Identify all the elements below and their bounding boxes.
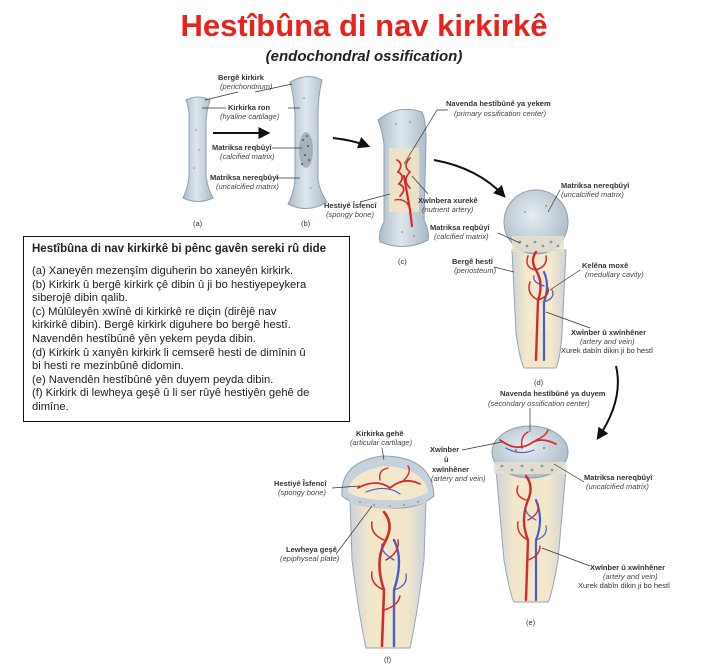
- panel-e-tag: (e): [526, 618, 536, 627]
- label-articular-cartilage: [350, 429, 413, 460]
- panel-d-bone: [504, 190, 568, 368]
- label-artery-vein-e: [542, 548, 671, 590]
- description-line: Navendên hestîbûnê yên yekem peyda dibin.: [32, 332, 256, 345]
- description-line: (d) Kirkirk û xanyên kirkirk li cemserê hesti de dimînin û: [32, 346, 306, 359]
- svg-text:(hyaline cartilage): (hyaline cartilage): [220, 112, 280, 121]
- arrow-b-to-c: [333, 138, 368, 146]
- svg-text:Xurek dabîn dikin ji bo hestî: Xurek dabîn dikin ji bo hestî: [578, 581, 671, 590]
- description-line: siberojê dibin qalib.: [32, 292, 128, 305]
- svg-text:Kirkirka ron: Kirkirka ron: [228, 103, 271, 112]
- svg-text:Matriksa nereqbûyî: Matriksa nereqbûyî: [561, 181, 630, 190]
- label-perichondrium: [205, 73, 292, 100]
- svg-text:Bergê kirkirk: Bergê kirkirk: [218, 73, 264, 82]
- panel-a-tag: (a): [193, 219, 203, 228]
- svg-text:(uncalcified matrix): (uncalcified matrix): [586, 482, 649, 491]
- svg-text:(epiphyseal plate): (epiphyseal plate): [280, 554, 340, 563]
- svg-text:Matriksa reqbûyî: Matriksa reqbûyî: [212, 143, 272, 152]
- panel-f-bone: [342, 456, 434, 648]
- label-artery-vein-e-top: [430, 442, 502, 483]
- svg-text:Matriksa nereqbûyî: Matriksa nereqbûyî: [584, 473, 653, 482]
- svg-text:Kelêna moxê: Kelêna moxê: [582, 261, 629, 270]
- svg-text:Matriksa nereqbûyî: Matriksa nereqbûyî: [210, 173, 279, 182]
- svg-text:Matriksa reqbûyî: Matriksa reqbûyî: [430, 223, 490, 232]
- page-subtitle: (endochondral ossification): [265, 48, 463, 65]
- description-line: (c) Mûlûleyên xwînê di kirkirkê re diçin (dirêjê nav: [32, 305, 277, 318]
- panel-a-bone: [183, 97, 213, 202]
- label-spongy-bone-c: [324, 194, 390, 219]
- panel-c-bone: [378, 109, 429, 246]
- panel-f-tag: (f): [384, 655, 392, 664]
- description-line: dimîne.: [32, 400, 69, 413]
- arrow-d-to-e: [598, 366, 618, 438]
- arrow-c-to-d: [434, 160, 504, 196]
- svg-text:(uncalcified matrix): (uncalcified matrix): [561, 190, 624, 199]
- svg-text:(calcified matrix): (calcified matrix): [220, 152, 275, 161]
- svg-text:Navenda hestîbûnê ya duyem: Navenda hestîbûnê ya duyem: [500, 389, 606, 398]
- description-heading: Hestîbûna di nav kirkirkê bi pênc gavên sereki rû dide: [32, 243, 326, 255]
- description-line: kirkirkê dibin). Bergê kirkirk diguhere bo bergê hestî.: [32, 319, 291, 332]
- svg-text:(perichondrium): (perichondrium): [220, 82, 273, 91]
- panel-b-tag: (b): [301, 219, 311, 228]
- svg-text:(nutrient artery): (nutrient artery): [422, 205, 474, 214]
- svg-text:(artery and vein): (artery and vein): [580, 337, 635, 346]
- svg-text:(secondary ossification center: (secondary ossification center): [488, 399, 590, 408]
- panel-e-bone: [492, 426, 568, 602]
- label-secondary-ossification-center: [488, 389, 606, 432]
- svg-text:Kirkirka gehê: Kirkirka gehê: [356, 429, 404, 438]
- description-line: (b) Kirkirk û bergê kirkirk çê dibin û ji bo hestiyepeykera: [32, 278, 307, 291]
- description-line: (f) Kirkirk di lewheya geşê û li ser rûyê hestiyên gehê de: [32, 387, 310, 400]
- description-line: (a) Xaneyên mezenşîm diguherin bo xaneyên kirkirk.: [32, 265, 294, 277]
- panel-d-tag: (d): [534, 378, 544, 387]
- svg-text:(spongy bone): (spongy bone): [326, 210, 374, 219]
- svg-text:Xwînber û xwînhêner: Xwînber û xwînhêner: [571, 328, 647, 337]
- svg-text:Bergê hestî: Bergê hestî: [452, 257, 493, 266]
- svg-text:(artery and vein): (artery and vein): [431, 474, 486, 483]
- svg-text:Lewheya geşê: Lewheya geşê: [286, 545, 337, 554]
- label-uncalcified-matrix-b: [210, 173, 300, 191]
- description-box: [23, 236, 350, 422]
- svg-text:(periosteum): (periosteum): [454, 266, 497, 275]
- svg-text:(artery and vein): (artery and vein): [603, 572, 658, 581]
- panel-c-tag: (c): [398, 257, 407, 266]
- label-hyaline-cartilage: [202, 103, 300, 121]
- label-calcified-matrix-b: [212, 143, 302, 161]
- svg-text:Hestiyê Îsfencî: Hestiyê Îsfencî: [324, 201, 377, 210]
- svg-text:Xwînber: Xwînber: [430, 445, 460, 454]
- label-periosteum: [452, 257, 514, 275]
- svg-text:(uncalcified matrix): (uncalcified matrix): [216, 182, 279, 191]
- svg-text:(calcified matrix): (calcified matrix): [434, 232, 489, 241]
- svg-text:Xwînber û xwînhêner: Xwînber û xwînhêner: [590, 563, 666, 572]
- svg-text:(spongy bone): (spongy bone): [278, 488, 326, 497]
- panel-b-bone: [288, 76, 327, 208]
- svg-text:Navenda hestîbûnê ya yekem: Navenda hestîbûnê ya yekem: [446, 99, 551, 108]
- svg-text:û: û: [444, 455, 449, 464]
- description-line: (e) Navendên hestîbûnê yên duyem peyda dibin.: [32, 373, 274, 386]
- svg-text:Xwînbera xurekê: Xwînbera xurekê: [418, 196, 478, 205]
- svg-text:(medullary cavity): (medullary cavity): [585, 270, 644, 279]
- svg-text:Hestiyê Îsfencî: Hestiyê Îsfencî: [274, 479, 327, 488]
- page-title: Hestîbûna di nav kirkirkê: [180, 8, 548, 43]
- description-line: bi hesti re mezinbûnê didomin.: [32, 360, 184, 373]
- label-uncalcified-matrix-e: [554, 464, 653, 491]
- svg-text:Xurek dabîn dikin ji bo hestî: Xurek dabîn dikin ji bo hestî: [561, 346, 654, 355]
- svg-text:xwînhêner: xwînhêner: [432, 465, 470, 474]
- svg-text:(articular cartilage): (articular cartilage): [350, 438, 413, 447]
- svg-text:(primary ossification center): (primary ossification center): [454, 109, 547, 118]
